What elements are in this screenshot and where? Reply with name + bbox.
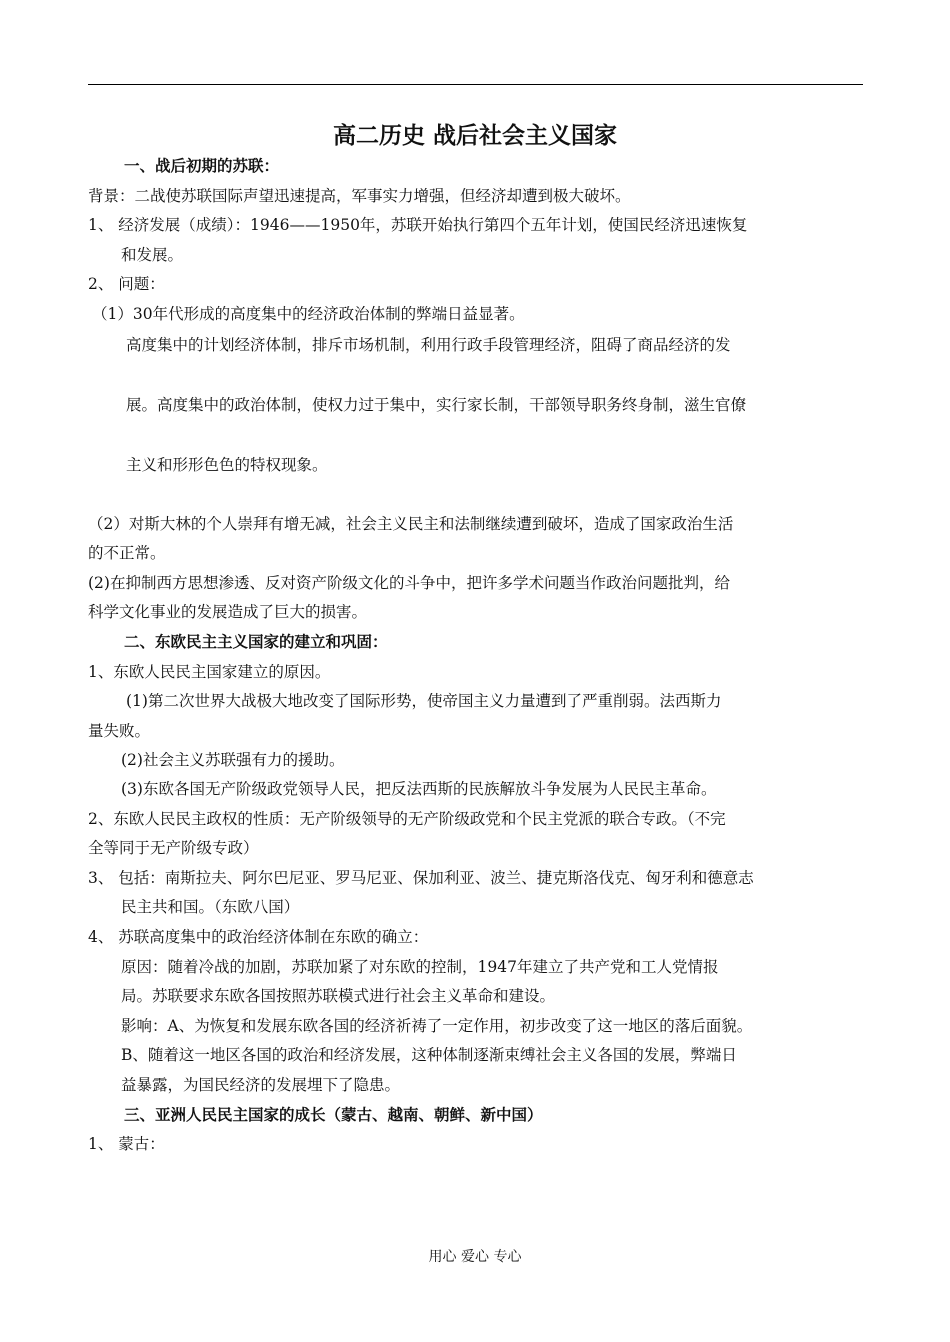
paragraph-line: （2）对斯大林的个人崇拜有增无减，社会主义民主和法制继续遭到破坏，造成了国家政治生活 <box>88 515 734 533</box>
list-item: 2、东欧人民民主政权的性质：无产阶级领导的无产阶级政党和个民主党派的联合专政。（不完 <box>88 810 726 828</box>
paragraph-line: 影响：A、为恢复和发展东欧各国的经济祈祷了一定作用，初步改变了这一地区的落后面貌。 <box>121 1017 753 1035</box>
paragraph-line: (3)东欧各国无产阶级政党领导人民，把反法西斯的民族解放斗争发展为人民民主革命。 <box>121 780 717 798</box>
section-heading-2: 二、东欧民主主义国家的建立和巩固： <box>124 633 388 651</box>
paragraph-line: 科学文化事业的发展造成了巨大的损害。 <box>88 603 368 621</box>
paragraph-line: B、随着这一地区各国的政治和经济发展，这种体制逐渐束缚社会主义各国的发展，弊端日 <box>121 1046 737 1064</box>
list-item-2: 2、 问题： <box>88 275 165 293</box>
paragraph-line: （1）30年代形成的高度集中的经济政治体制的弊端日益显著。 <box>92 305 525 323</box>
paragraph-line: 量失败。 <box>88 722 151 740</box>
paragraph-line: 展。高度集中的政治体制，使权力过于集中，实行家长制，干部领导职务终身制，滋生官僚 <box>126 396 747 414</box>
section-heading-1: 一、战后初期的苏联： <box>124 157 280 175</box>
paragraph-line: (1)第二次世界大战极大地改变了国际形势，使帝国主义力量遭到了严重削弱。法西斯力 <box>126 692 722 710</box>
paragraph-line: 民主共和国。（东欧八国） <box>121 898 300 916</box>
paragraph-line: 和发展。 <box>121 246 184 264</box>
paragraph-line: 原因：随着冷战的加剧，苏联加紧了对东欧的控制，1947年建立了共产党和工人党情报 <box>121 958 719 976</box>
paragraph-line: 全等同于无产阶级专政） <box>88 839 259 857</box>
paragraph-line: 益暴露，为国民经济的发展埋下了隐患。 <box>121 1076 401 1094</box>
header-rule <box>88 84 863 85</box>
list-item-4: 4、 苏联高度集中的政治经济体制在东欧的确立： <box>88 928 429 946</box>
paragraph-line: 的不正常。 <box>88 544 166 562</box>
page-footer: 用心 爱心 专心 <box>428 1249 522 1265</box>
list-item-1: 1、 经济发展（成绩）：1946——1950年，苏联开始执行第四个五年计划，使国民经济迅速恢复 <box>88 216 748 234</box>
section-heading-3: 三、亚洲人民民主国家的成长（蒙古、越南、朝鲜、新中国） <box>124 1106 543 1124</box>
paragraph-line: 背景：二战使苏联国际声望迅速提高，军事实力增强，但经济却遭到极大破坏。 <box>88 187 631 205</box>
paragraph-line: 局。苏联要求东欧各国按照苏联模式进行社会主义革命和建设。 <box>121 987 556 1005</box>
page-title: 高二历史 战后社会主义国家 <box>332 123 617 149</box>
paragraph-line: (2)社会主义苏联强有力的援助。 <box>121 751 345 769</box>
paragraph-line: 高度集中的计划经济体制，排斥市场机制，利用行政手段管理经济，阻碍了商品经济的发 <box>126 336 731 354</box>
paragraph-line: 主义和形形色色的特权现象。 <box>126 456 328 474</box>
paragraph-line: (2)在抑制西方思想渗透、反对资产阶级文化的斗争中，把许多学术问题当作政治问题批判，给 <box>88 574 730 592</box>
list-item: 1、东欧人民民主国家建立的原因。 <box>88 663 331 681</box>
list-item-1: 1、 蒙古： <box>88 1135 165 1153</box>
list-item-3: 3、 包括：南斯拉夫、阿尔巴尼亚、罗马尼亚、保加利亚、波兰、捷克斯洛伐克、匈牙利和德意志 <box>88 869 754 887</box>
